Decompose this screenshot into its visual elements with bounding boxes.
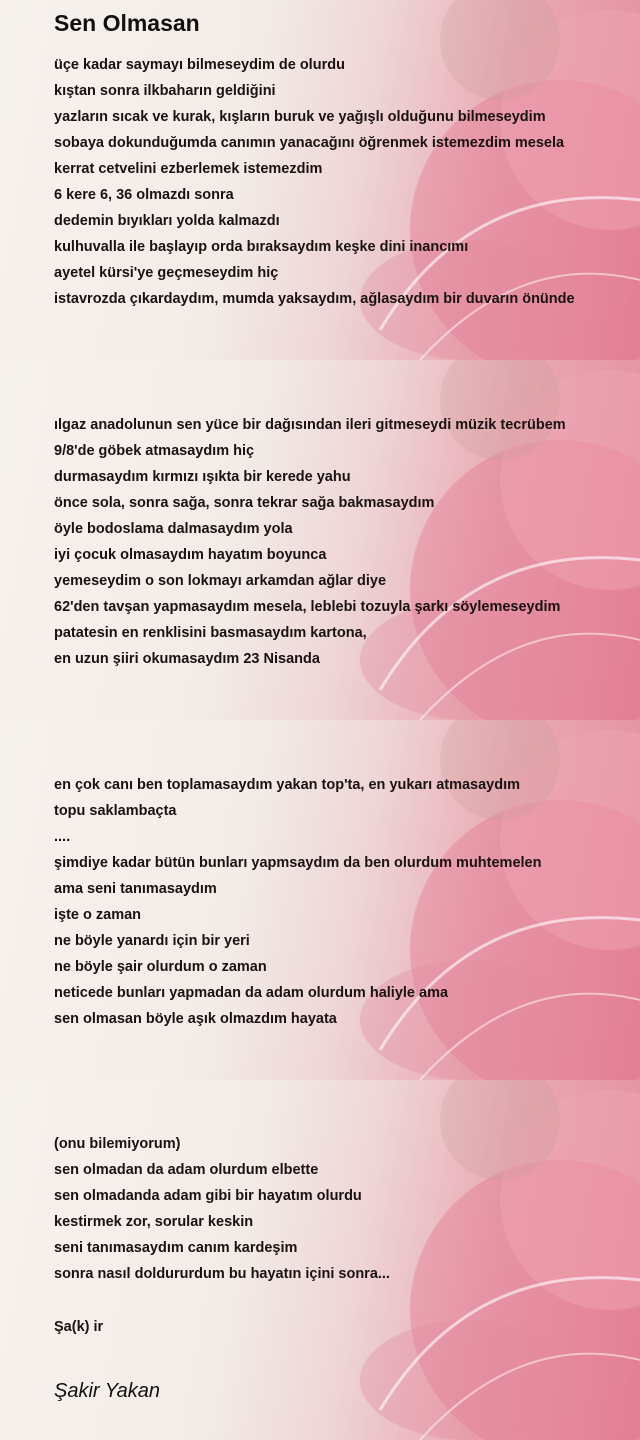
poem-line: 6 kere 6, 36 olmazdı sonra xyxy=(54,187,234,203)
poem-line: öyle bodoslama dalmasaydım yola xyxy=(54,521,293,537)
poem-line: üçe kadar saymayı bilmeseydim de olurdu xyxy=(54,57,345,73)
poem-line: sobaya dokunduğumda canımın yanacağını öğrenmek istemezdim mesela xyxy=(54,135,565,151)
poem-line: ayetel kürsi'ye geçmeseydim hiç xyxy=(54,265,279,281)
poem-line: şimdiye kadar bütün bunları yapmsaydım da ben olurdum muhtemelen xyxy=(54,855,542,871)
poem-line: .... xyxy=(54,829,71,845)
poem-line: kerrat cetvelini ezberlemek istemezdim xyxy=(54,161,323,177)
poem-line: yemeseydim o son lokmayı arkamdan ağlar diye xyxy=(54,573,387,589)
poem-line: işte o zaman xyxy=(54,907,142,923)
poem-line: önce sola, sonra sağa, sonra tekrar sağa bakmasaydım xyxy=(54,495,435,511)
poem-line: dedemin bıyıkları yolda kalmazdı xyxy=(54,213,280,229)
poem-line: (onu bilemiyorum) xyxy=(54,1136,181,1152)
poem-line: kulhuvalla ile başlayıp orda bıraksaydım keşke dini inancımı xyxy=(54,239,469,255)
poem-line: seni tanımasaydım canım kardeşim xyxy=(54,1240,298,1256)
poem-line: topu saklambaçta xyxy=(54,803,177,819)
poem-signature: Şa(k) ir xyxy=(54,1319,104,1335)
poem-line: istavrozda çıkardaydım, mumda yaksaydım, ağlasaydım bir duvarın önünde xyxy=(54,291,575,307)
poem-line: en çok canı ben toplamasaydım yakan top'ta, en yukarı atmasaydım xyxy=(54,777,521,793)
poem-line: 62'den tavşan yapmasaydım mesela, leblebi tozuyla şarkı söylemeseydim xyxy=(54,599,561,615)
poem-line: ne böyle yanardı için bir yeri xyxy=(54,933,250,949)
poem-line: sen olmadanda adam gibi bir hayatım olurdu xyxy=(54,1188,362,1204)
poem-line: ama seni tanımasaydım xyxy=(54,881,217,897)
poem-line: sen olmasan böyle aşık olmazdım hayata xyxy=(54,1011,337,1027)
poem-line: iyi çocuk olmasaydım hayatım boyunca xyxy=(54,547,327,563)
poem-line: sonra nasıl doldururdum bu hayatın içini sonra... xyxy=(54,1266,390,1282)
poem-line: ılgaz anadolunun sen yüce bir dağısından ileri gitmeseydi müzik tecrübem xyxy=(54,417,566,433)
poem-line: durmasaydım kırmızı ışıkta bir kerede yahu xyxy=(54,469,351,485)
poem-line: patatesin en renklisini basmasaydım kartona, xyxy=(54,625,367,641)
poem-line: sen olmadan da adam olurdum elbette xyxy=(54,1162,319,1178)
poem-line: ne böyle şair olurdum o zaman xyxy=(54,959,267,975)
poem-line: kıştan sonra ilkbaharın geldiğini xyxy=(54,83,276,99)
poem-line: yazların sıcak ve kurak, kışların buruk ve yağışlı olduğunu bilmeseydim xyxy=(54,109,546,125)
poem-line: en uzun şiiri okumasaydım 23 Nisanda xyxy=(54,651,320,667)
poem-title: Sen Olmasan xyxy=(54,10,200,36)
author-name: Şakir Yakan xyxy=(54,1380,160,1402)
poem-line: kestirmek zor, sorular keskin xyxy=(54,1214,254,1230)
poem-line: neticede bunları yapmadan da adam olurdum haliyle ama xyxy=(54,985,449,1001)
poem-line: 9/8'de göbek atmasaydım hiç xyxy=(54,443,255,459)
